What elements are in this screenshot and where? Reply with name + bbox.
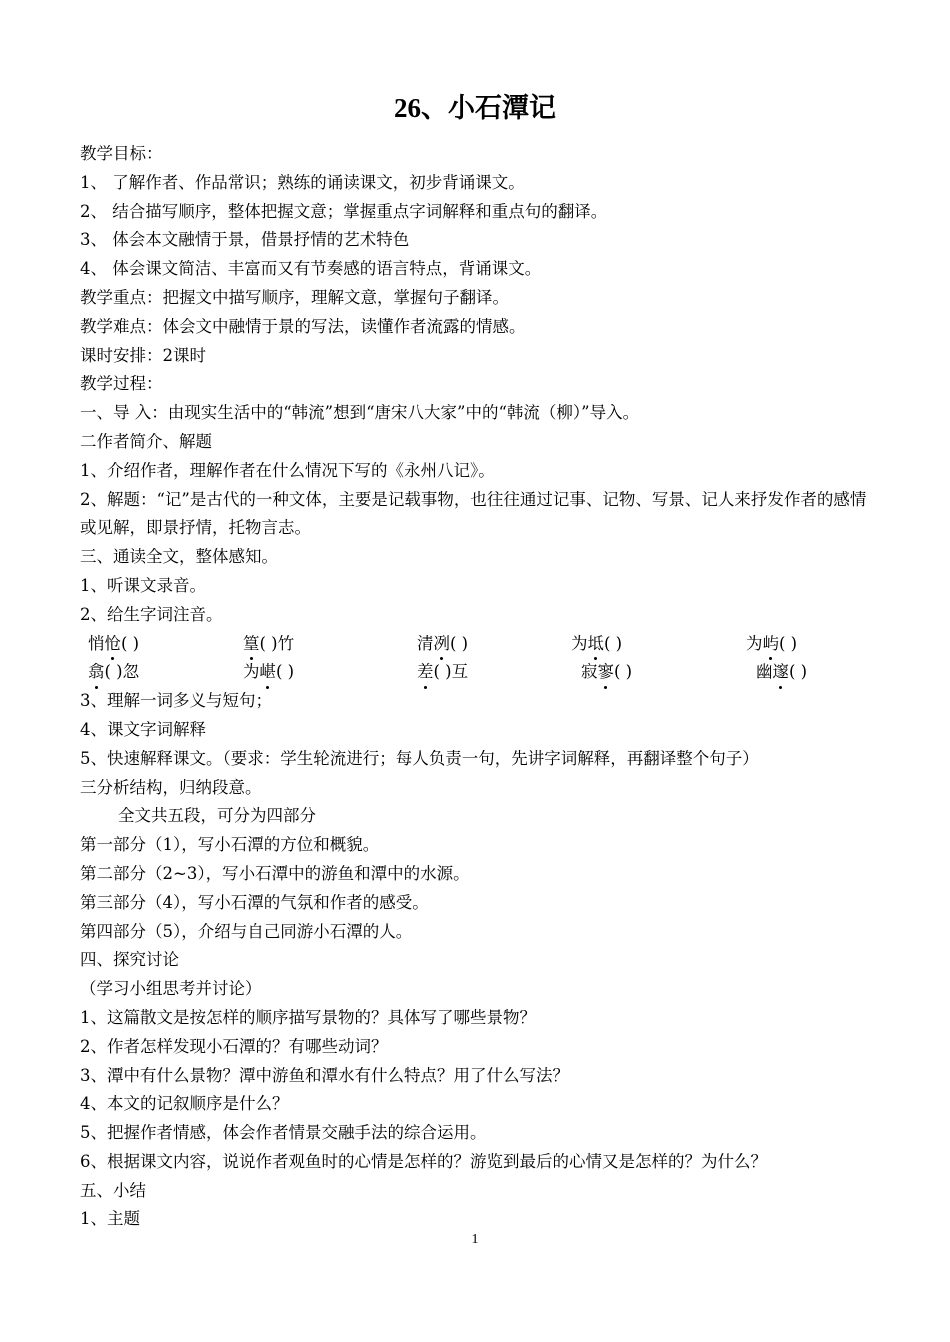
phonetic-item: 幽邃( ): [756, 658, 807, 687]
text-line: 4、 体会课文简洁、丰富而又有节奏感的语言特点，背诵课文。: [80, 259, 542, 279]
text-line: 2、给生字词注音。: [80, 604, 223, 624]
text-line: 2、作者怎样发现小石潭的？有哪些动词？: [80, 1036, 388, 1056]
text-line: 1、介绍作者，理解作者在什么情况下写的《永州八记》。: [80, 460, 495, 480]
text-line: （学习小组思考并讨论）: [80, 979, 262, 999]
structure-intro: 全文共五段，可分为四部分: [118, 806, 316, 826]
text-line: 二作者简介、解题: [80, 431, 212, 451]
phonetic-item: 寂寥( ): [581, 658, 632, 687]
text-line: 第二部分（2~3），写小石潭中的游鱼和潭中的水源。: [80, 863, 470, 883]
text-line: 1、这篇散文是按怎样的顺序描写景物的？具体写了哪些景物？: [80, 1007, 536, 1027]
section-b: [80, 543, 880, 629]
section-c: [80, 687, 880, 802]
text-line: 五、小结: [80, 1180, 146, 1200]
phonetic-item: 差( )互: [417, 658, 468, 687]
text-line: 6、根据课文内容，说说作者观鱼时的心情是怎样的？游览到最后的心情又是怎样的？为什么？: [80, 1151, 767, 1171]
text-line: 3、 体会本文融情于景，借景抒情的艺术特色: [80, 230, 410, 250]
phonetic-item: 为屿( ): [746, 630, 797, 659]
phonetic-item: 为坻( ): [571, 630, 622, 659]
phonetic-item: 为嵁( ): [243, 658, 294, 687]
text-line: 4、本文的记叙顺序是什么？: [80, 1094, 289, 1114]
phonetic-item: 翕( )忽: [88, 658, 139, 687]
text-line: 5、把握作者情感，体会作者情景交融手法的综合运用。: [80, 1123, 487, 1143]
phonetic-item: 悄怆( ): [88, 630, 139, 659]
text-line: 3、潭中有什么景物？潭中游鱼和潭水有什么特点？用了什么写法？: [80, 1065, 569, 1085]
text-line: 5、快速解释课文。（要求：学生轮流进行；每人负责一句，先讲字词解释，再翻译整个句子）: [80, 748, 759, 768]
text-line: 教学过程：: [80, 374, 163, 394]
jieti-paragraph: 2、解题：“记”是古代的一种文体，主要是记载事物，也往往通过记事、记物、写景、记人来抒发作者的感情或见解，即景抒情，托物言志。: [80, 489, 867, 538]
page-number: 1: [471, 1232, 479, 1247]
lesson-plan-body: [80, 140, 880, 1234]
text-line: 教学重点：把握文中描写顺序，理解文意，掌握句子翻译。: [80, 287, 509, 307]
text-line: 1、主题: [80, 1209, 140, 1229]
text-line: 第一部分（1），写小石潭的方位和概貌。: [80, 835, 380, 855]
text-line: 三分析结构，归纳段意。: [80, 777, 262, 797]
text-line: 1、 了解作者、作品常识；熟练的诵读课文，初步背诵课文。: [80, 172, 525, 192]
text-line: 4、课文字词解释: [80, 719, 206, 739]
section-a: [80, 140, 880, 486]
section-d: [80, 831, 880, 1234]
text-line: 教学难点：体会文中融情于景的写法，读懂作者流露的情感。: [80, 316, 526, 336]
page-title: 26、小石潭记: [394, 93, 556, 123]
phonetic-item: 清冽( ): [417, 630, 468, 659]
phonetic-item: 篁( )竹: [243, 630, 294, 659]
phonetic-row-2: [80, 658, 880, 687]
text-line: 第三部分（4），写小石潭的气氛和作者的感受。: [80, 892, 429, 912]
text-line: 一、导 入：由现实生活中的“韩流”想到“唐宋八大家”中的“韩流（柳）”导入。: [80, 403, 640, 423]
text-line: 三、通读全文，整体感知。: [80, 547, 278, 567]
text-line: 四、探究讨论: [80, 950, 179, 970]
text-line: 教学目标：: [80, 144, 163, 163]
text-line: 课时安排：2课时: [80, 345, 206, 365]
text-line: 第四部分（5），介绍与自己同游小石潭的人。: [80, 921, 413, 941]
text-line: 3、理解一词多义与短句；: [80, 691, 272, 711]
phonetic-row-1: [80, 630, 880, 659]
text-line: 1、听课文录音。: [80, 575, 206, 595]
text-line: 2、 结合描写顺序，整体把握文意；掌握重点字词解释和重点句的翻译。: [80, 201, 608, 221]
